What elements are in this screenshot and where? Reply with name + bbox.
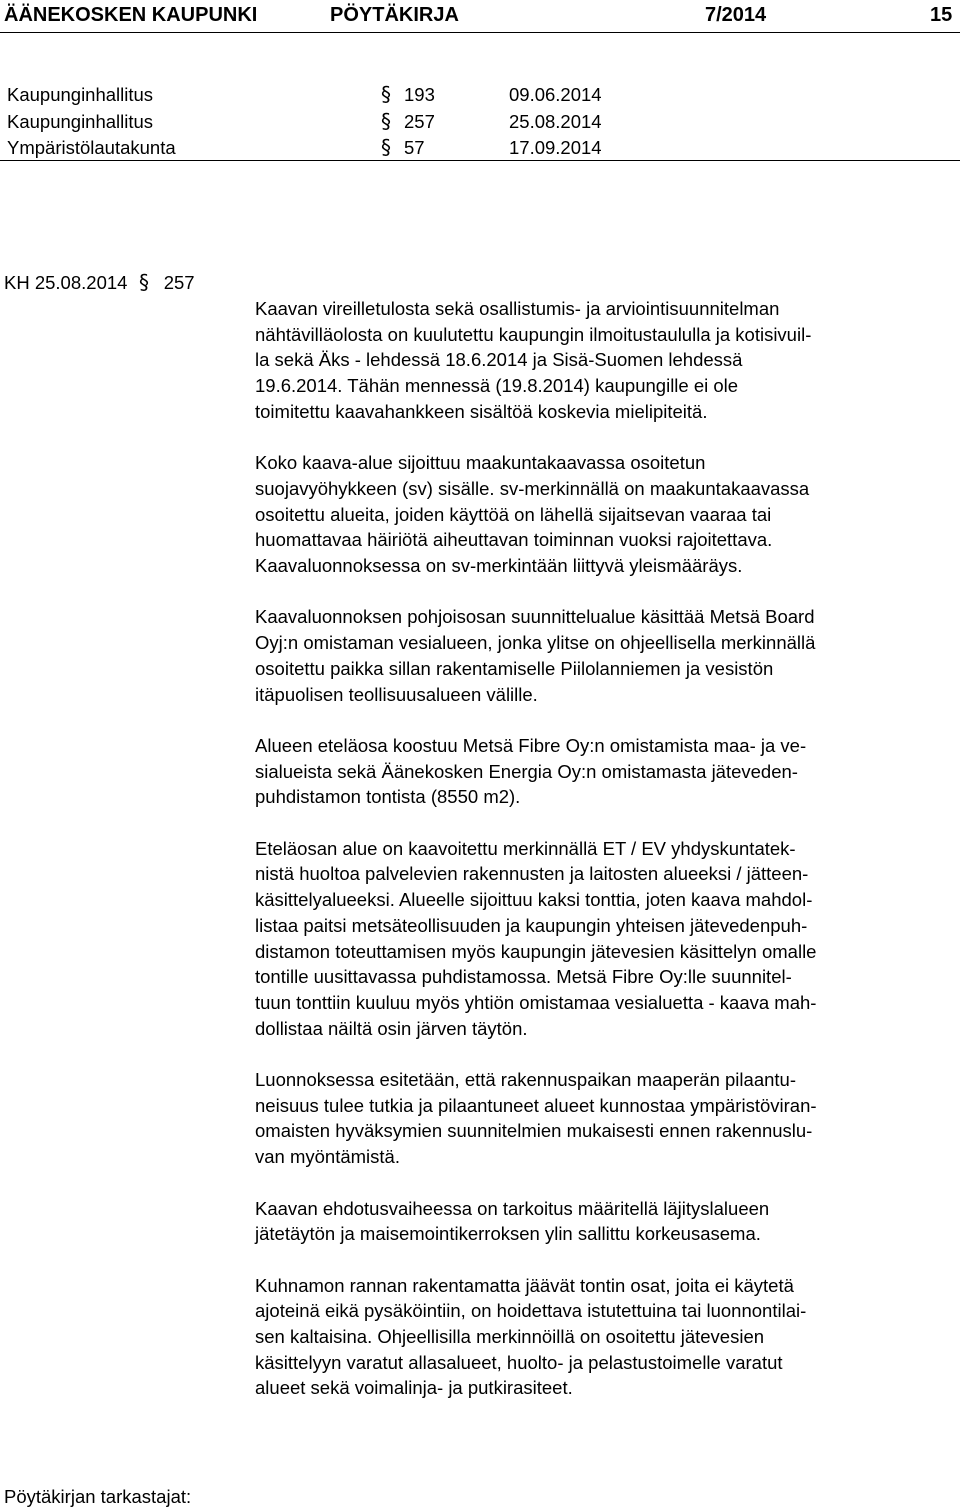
minutes-reviewers-label: Pöytäkirjan tarkastajat: xyxy=(4,1486,192,1507)
paragraph-line: tuun tonttiin kuuluu myös yhtiön omistamaa vesialuetta - kaava mah- xyxy=(255,991,817,1013)
paragraph-line: omaisten hyväksymien suunnitelmien mukaisesti ennen rakennuslu- xyxy=(255,1120,813,1142)
body-paragraph xyxy=(255,450,955,579)
body-paragraph xyxy=(255,1273,955,1402)
svg-text:§: § xyxy=(138,270,149,294)
case-section: 257 xyxy=(163,272,195,293)
paragraph-line: käsittelyalueeksi. Alueelle sijoittuu kaksi tonttia, joten kaava mahdol- xyxy=(255,889,813,911)
history-body: Kaupunginhallitus xyxy=(7,84,154,105)
paragraph-line: Koko kaava-alue sijoittuu maakuntakaavassa osoitetun xyxy=(255,452,706,474)
header-divider xyxy=(0,32,960,33)
organization-name: ÄÄNEKOSKEN KAUPUNKI xyxy=(4,4,258,26)
paragraph-line: sen kaltaisina. Ohjeellisilla merkinnöillä on osoitettu jätevesien xyxy=(255,1326,765,1348)
body-paragraph xyxy=(255,296,955,425)
history-date: 09.06.2014 xyxy=(509,84,602,105)
paragraph-line: Luonnoksessa esitetään, että rakennuspaikan maaperän pilaantu- xyxy=(255,1069,796,1091)
case-reference xyxy=(4,270,195,296)
svg-text:§: § xyxy=(381,82,391,106)
history-section: 257 xyxy=(404,110,435,132)
case-prefix: KH 25.08.2014 xyxy=(4,272,128,293)
history-body: Ympäristölautakunta xyxy=(7,137,176,158)
paragraph-line: osoitettu paikka sillan rakentamiselle Piilolanniemen ja vesistön xyxy=(255,657,774,679)
body-paragraph xyxy=(255,836,955,1042)
paragraph-line: tontille uusittavassa puhdistamossa. Metsä Fibre Oy:lle suunnitel- xyxy=(255,966,792,988)
paragraph-line: neisuus tulee tutkia ja pilaantuneet alueet kunnostaa ympäristöviran- xyxy=(255,1094,817,1116)
body-paragraph xyxy=(255,1196,955,1247)
document-header xyxy=(0,0,960,32)
paragraph-line: Alueen eteläosa koostuu Metsä Fibre Oy:n omistamista maa- ja ve- xyxy=(255,734,807,756)
paragraph-line: nistä huoltoa palvelevien rakennusten ja laitosten alueeksi / jätteen- xyxy=(255,863,809,885)
paragraph-line: distamon toteuttamisen myös kaupungin jätevesien käsittelyn omalle xyxy=(255,940,817,962)
document-number: 7/2014 xyxy=(705,4,767,26)
body-paragraph xyxy=(255,733,955,810)
history-section: 57 xyxy=(404,137,425,158)
paragraph-line: dollistaa näiltä osin järven täytön. xyxy=(255,1017,528,1039)
history-row xyxy=(0,82,960,109)
paragraph-line: osoitettu alueita, joiden käyttöä on lähellä sijaitsevan vaaraa tai xyxy=(255,503,772,525)
body-paragraph xyxy=(255,1067,955,1170)
history-row xyxy=(0,109,960,136)
paragraph-line: puhdistamon tontista (8550 m2). xyxy=(255,786,521,808)
body-paragraph xyxy=(255,604,955,707)
section-sign-icon xyxy=(380,135,398,159)
svg-text:§: § xyxy=(381,135,391,159)
paragraph-line: ajoteinä eikä pysäköintiin, on hoidettava istutettuina tai luonnontilai- xyxy=(255,1300,807,1322)
minutes-body xyxy=(255,296,955,1427)
paragraph-line: Kaavaluonnoksessa on sv-merkintään liittyvä yleismääräys. xyxy=(255,555,743,577)
paragraph-line: la sekä Äks - lehdessä 18.6.2014 ja Sisä-Suomen lehdessä xyxy=(255,349,743,371)
paragraph-line: Kaavan vireilletulosta sekä osallistumis- ja arviointisuunnitelman xyxy=(255,298,780,319)
paragraph-line: listaa paitsi metsäteollisuuden ja kaupungin yhteisen jätevedenpuh- xyxy=(255,914,808,936)
paragraph-line: van myöntämistä. xyxy=(255,1146,400,1168)
svg-text:§: § xyxy=(381,108,391,133)
history-body: Kaupunginhallitus xyxy=(7,110,154,132)
section-sign-icon xyxy=(380,109,398,133)
history-date: 17.09.2014 xyxy=(509,137,602,158)
page-number: 15 xyxy=(930,4,953,26)
document-type: PÖYTÄKIRJA xyxy=(330,4,459,26)
history-row xyxy=(0,135,960,162)
paragraph-line: alueet sekä voimalinja- ja putkirasiteet. xyxy=(255,1377,573,1399)
paragraph-line: huomattavaa häiriötä aiheuttavan toiminnan vuoksi rajoitettava. xyxy=(255,529,773,551)
paragraph-line: itäpuolisen teollisuusalueen välille. xyxy=(255,683,538,705)
paragraph-line: Eteläosan alue on kaavoitettu merkinnällä ET / EV yhdyskuntatek- xyxy=(255,837,796,859)
paragraph-line: sialueista sekä Äänekosken Energia Oy:n omistamasta jäteveden- xyxy=(255,760,798,782)
paragraph-line: nähtävilläolosta on kuulutettu kaupungin ilmoitustaululla ja kotisivuil- xyxy=(255,323,812,345)
history-section: 193 xyxy=(404,84,435,105)
processing-history xyxy=(0,82,960,162)
section-sign-icon xyxy=(380,82,398,106)
history-date: 25.08.2014 xyxy=(509,110,602,132)
history-divider xyxy=(0,160,960,161)
section-sign-icon xyxy=(139,270,155,294)
paragraph-line: käsittelyyn varatut allasalueet, huolto- ja pelastustoimelle varatut xyxy=(255,1351,783,1373)
paragraph-line: Oyj:n omistaman vesialueen, jonka ylitse on ohjeellisella merkinnällä xyxy=(255,632,816,654)
paragraph-line: toimitettu kaavahankkeen sisältöä koskevia mielipiteitä. xyxy=(255,400,708,422)
paragraph-line: Kaavaluonnoksen pohjoisosan suunnittelualue käsittää Metsä Board xyxy=(255,606,815,628)
paragraph-line: 19.6.2014. Tähän mennessä (19.8.2014) kaupungille ei ole xyxy=(255,375,739,397)
paragraph-line: Kaavan ehdotusvaiheessa on tarkoitus määritellä läjityslalueen xyxy=(255,1197,770,1219)
paragraph-line: jätetäytön ja maisemointikerroksen ylin sallittu korkeusasema. xyxy=(255,1223,761,1245)
paragraph-line: suojavyöhykkeen (sv) sisälle. sv-merkinnällä on maakuntakaavassa xyxy=(255,477,810,499)
paragraph-line: Kuhnamon rannan rakentamatta jäävät tontin osat, joita ei käytetä xyxy=(255,1274,794,1296)
